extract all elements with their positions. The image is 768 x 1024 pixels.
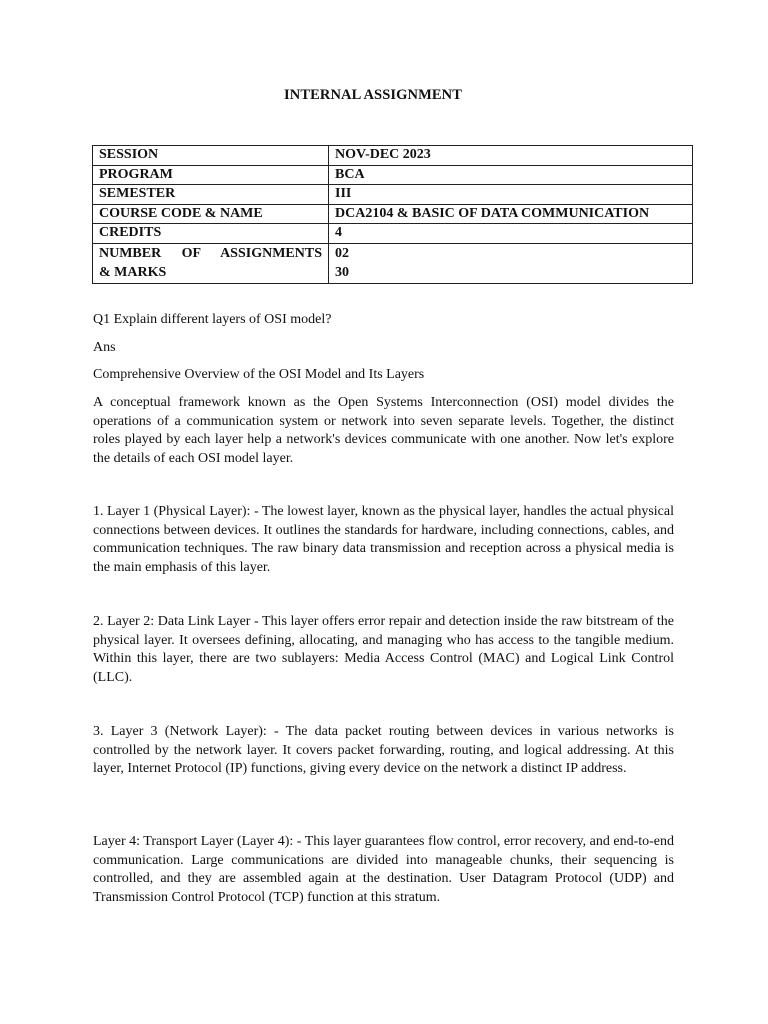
layer-paragraph: 2. Layer 2: Data Link Layer - This layer offers error repair and detection inside the raw bitstream of the physical layer. It oversees defining, allocating, and managing who has access to the tangible medium. Within this layer, there are two sublayers: Media Access Control (MAC) and Logical Link Control (LLC).: [93, 614, 674, 685]
table-value: [329, 243, 693, 283]
table-row: [93, 204, 693, 224]
table-row: [93, 185, 693, 205]
assignment-info-table: [92, 145, 693, 284]
table-key: PROGRAM: [93, 165, 329, 185]
table-row: [93, 146, 693, 166]
question-text: Q1 Explain different layers of OSI model?: [93, 312, 332, 327]
layer-paragraph: 3. Layer 3 (Network Layer): - The data packet routing between devices in various networks is controlled by the network layer. It covers packet forwarding, routing, and logical addressing. At this layer, Internet Protocol (IP) functions, giving every device on the network a distinct IP address.: [93, 724, 674, 777]
section-heading: Comprehensive Overview of the OSI Model and Its Layers: [93, 367, 425, 382]
table-row: [93, 243, 693, 283]
table-key: CREDITS: [93, 224, 329, 244]
answer-label: Ans: [93, 340, 116, 355]
table-value: III: [329, 185, 693, 205]
table-key-line: & MARKS: [99, 265, 167, 280]
document-title: INTERNAL ASSIGNMENT: [284, 87, 462, 103]
table-value: 4: [329, 224, 693, 244]
layer-paragraph: 1. Layer 1 (Physical Layer): - The lowest layer, known as the physical layer, handles the actual physical connections between devices. It outlines the standards for hardware, including connections, cables, and communication techniques. The raw binary data transmission and reception across a physical media is the main emphasis of this layer.: [93, 504, 674, 575]
table-row: [93, 224, 693, 244]
intro-paragraph: A conceptual framework known as the Open Systems Interconnection (OSI) model divides the operations of a communication system or network into seven separate levels. Together, the distinct roles played by each layer help a network's devices communicate with one another. Now let's explore the details of each OSI model layer.: [93, 395, 674, 466]
table-key-line: NUMBER OF ASSIGNMENTS: [99, 245, 322, 261]
table-key: COURSE CODE & NAME: [93, 204, 329, 224]
table-key: SESSION: [93, 146, 329, 166]
table-key: SEMESTER: [93, 185, 329, 205]
table-value-line: 30: [335, 265, 349, 280]
table-value: BCA: [329, 165, 693, 185]
table-value: DCA2104 & BASIC OF DATA COMMUNICATION: [329, 204, 693, 224]
table-value: NOV-DEC 2023: [329, 146, 693, 166]
table-value-line: 02: [335, 245, 349, 261]
table-row: [93, 165, 693, 185]
layer-paragraph: Layer 4: Transport Layer (Layer 4): - This layer guarantees flow control, error recovery, and end-to-end communication. Large communications are divided into manageable chunks, their sequencing is controlled, and they are assembled again at the destination. User Datagram Protocol (UDP) and Transmission Control Protocol (TCP) function at this stratum.: [93, 834, 674, 905]
table-key: [93, 243, 329, 283]
